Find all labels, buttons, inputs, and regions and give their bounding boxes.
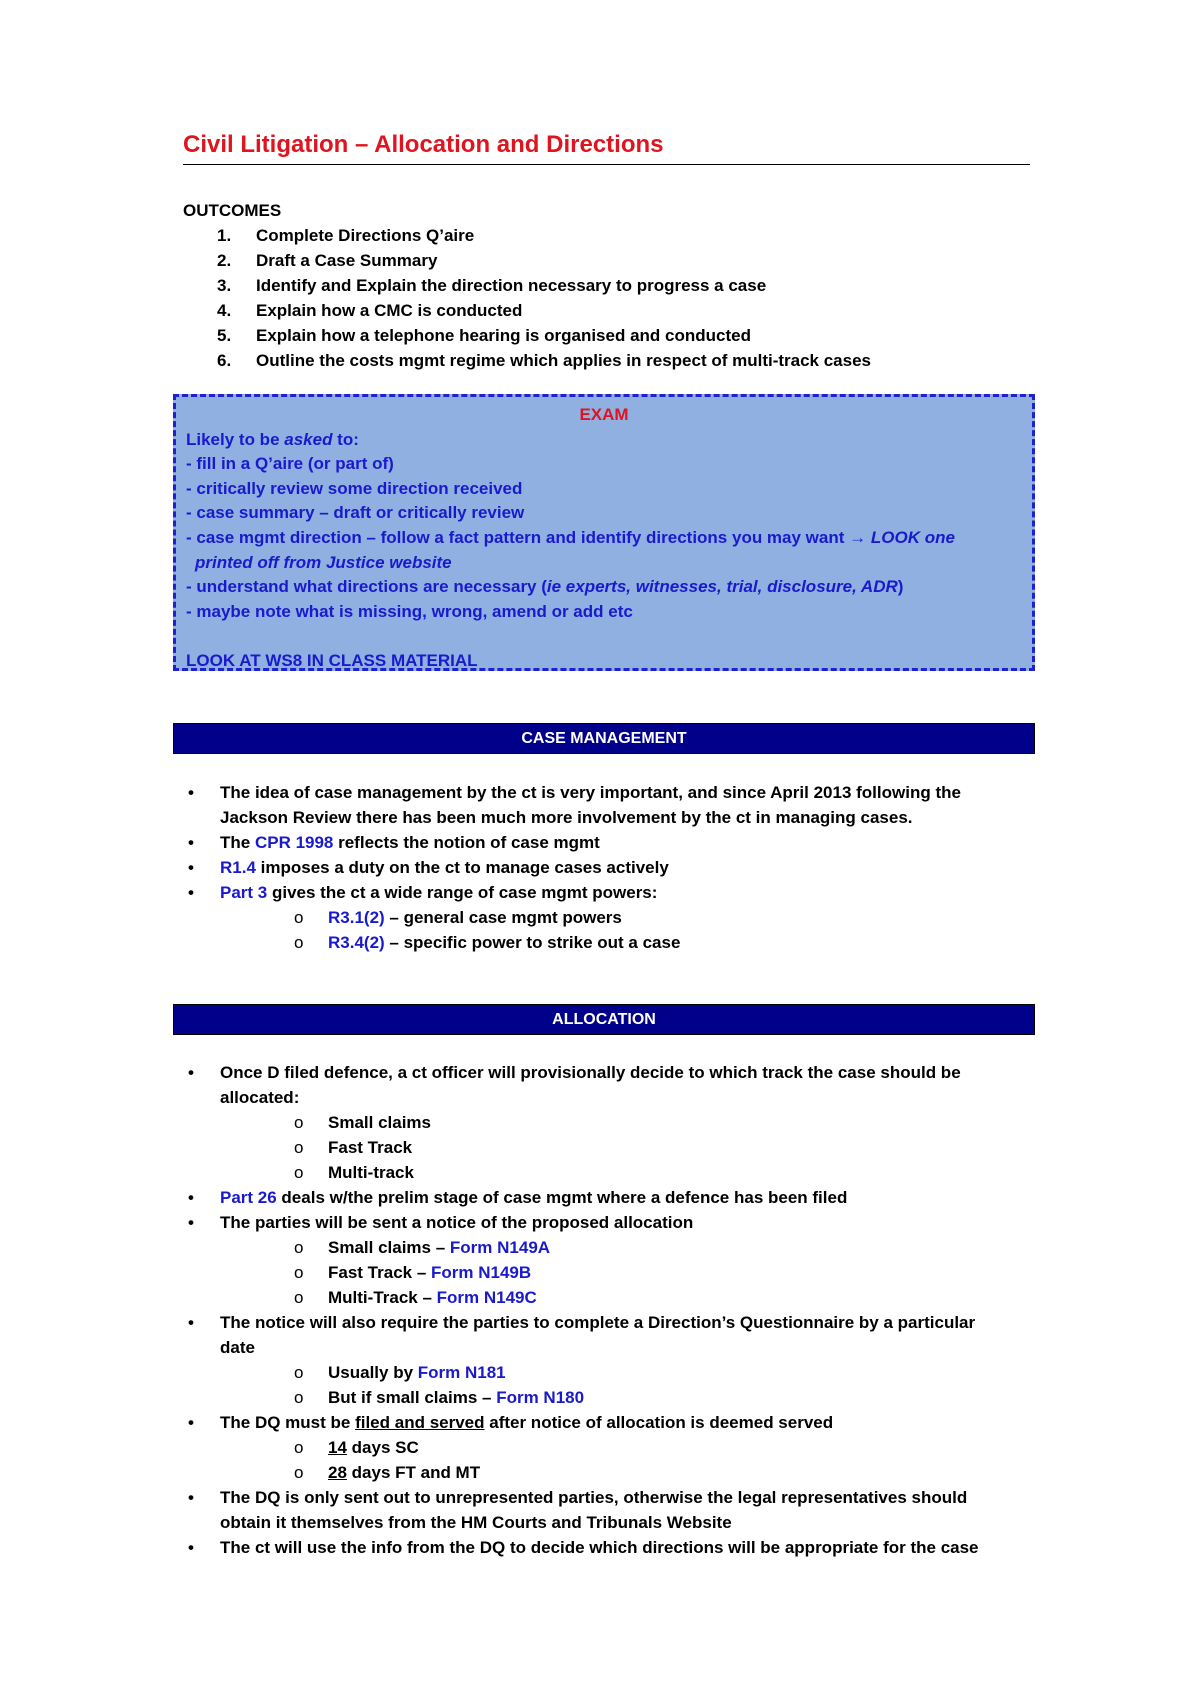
sub-list [220, 1235, 1013, 1310]
sub-list-item: o Small claims [183, 1110, 1013, 1135]
exam-line: - understand what directions are necessary (ie experts, witnesses, trial, disclosure, ADR) [186, 577, 904, 597]
sub-list [220, 1110, 1013, 1185]
sub-list [220, 905, 1013, 955]
sub-list-item: o Small claims – Form N149A [183, 1235, 1013, 1260]
outcomes-heading: OUTCOMES [183, 201, 282, 220]
exam-intro: Likely to be asked to: [186, 429, 359, 449]
sub-list [220, 1435, 1013, 1485]
sub-list-item: o Multi-track [183, 1160, 1013, 1185]
exam-line: - case summary – draft or critically review [186, 503, 525, 523]
allocation-list [183, 1060, 1013, 1560]
exam-line: - maybe note what is missing, wrong, amend or add etc [186, 601, 633, 621]
sub-list-item: o 28 days FT and MT [183, 1460, 1013, 1485]
part-reference: Part 3 [220, 883, 268, 902]
outcome-item: 1. Complete Directions Q’aire [217, 226, 475, 245]
list-item: • Part 3 gives the ct a wide range of case mgmt powers: o R3.1(2) – general case mgmt powers o R3.4(2) – specific power to strike out a case [183, 880, 1013, 955]
outcomes-section [183, 198, 871, 373]
sub-list-item: o Fast Track [183, 1135, 1013, 1160]
outcomes-list [183, 223, 871, 373]
sub-list [220, 1360, 1013, 1410]
exam-box [173, 394, 1035, 671]
sub-list-item: o Multi-Track – Form N149C [183, 1285, 1013, 1310]
exam-heading: EXAM [579, 405, 629, 424]
sub-list-item: o 14 days SC [183, 1435, 1013, 1460]
list-item: • The notice will also require the parties to complete a Direction’s Questionnaire by a particular date o Usually by Form N181 o But if small claims – Form N180 [183, 1310, 1013, 1410]
exam-line: - fill in a Q’aire (or part of) [186, 454, 394, 474]
outcome-item: 3. Identify and Explain the direction necessary to progress a case [217, 276, 767, 295]
sub-list-item: o But if small claims – Form N180 [183, 1385, 1013, 1410]
list-item: • The idea of case management by the ct is very important, and since April 2013 following the Jackson Review there has been much more involvement by the ct in managing cases. [183, 780, 1013, 830]
list-item: • The DQ is only sent out to unrepresented parties, otherwise the legal representatives should obtain it themselves from the HM Courts and Tribunals Website [183, 1485, 1013, 1535]
cpr-reference: CPR 1998 [254, 833, 334, 852]
exam-line: - case mgmt direction – follow a fact pattern and identify directions you may want → LOOK one [186, 527, 955, 547]
list-item: • The ct will use the info from the DQ to decide which directions will be appropriate for the case [183, 1535, 1013, 1560]
list-item: • The CPR 1998 reflects the notion of case mgmt [183, 830, 1013, 855]
exam-spacer [186, 624, 1022, 649]
list-item: • The DQ must be filed and served after notice of allocation is deemed served o 14 days SC o 28 days FT and MT [183, 1410, 1013, 1485]
case-management-list [183, 780, 1013, 955]
case-management-heading: CASE MANAGEMENT [173, 723, 1035, 754]
exam-line: printed off from Justice website [195, 552, 452, 572]
sub-list-item: o Usually by Form N181 [183, 1360, 1013, 1385]
list-item: • Part 26 deals w/the prelim stage of case mgmt where a defence has been filed [183, 1185, 1013, 1210]
outcome-item: 5. Explain how a telephone hearing is organised and conducted [217, 326, 751, 345]
exam-line: - critically review some direction received [186, 478, 523, 498]
outcome-item: 6. Outline the costs mgmt regime which applies in respect of multi-track cases [217, 351, 872, 370]
list-item: • R1.4 imposes a duty on the ct to manage cases actively [183, 855, 1013, 880]
list-item: • Once D filed defence, a ct officer will provisionally decide to which track the case should be allocated: o Small claims o Fast Track o Multi-track [183, 1060, 1013, 1185]
exam-footer: LOOK AT WS8 IN CLASS MATERIAL [186, 650, 478, 670]
page-title: Civil Litigation – Allocation and Directions [183, 130, 1030, 165]
list-item: • The parties will be sent a notice of the proposed allocation o Small claims – Form N149A o Fast Track – Form N149B o Multi-Track – Form N149C [183, 1210, 1013, 1310]
sub-list-item: o R3.1(2) – general case mgmt powers [183, 905, 1013, 930]
rule-reference: R1.4 [220, 858, 256, 877]
sub-list-item: o Fast Track – Form N149B [183, 1260, 1013, 1285]
sub-list-item: o R3.4(2) – specific power to strike out a case [183, 930, 1013, 955]
allocation-heading: ALLOCATION [173, 1004, 1035, 1035]
outcome-item: 2. Draft a Case Summary [217, 251, 438, 270]
outcome-item: 4. Explain how a CMC is conducted [217, 301, 523, 320]
